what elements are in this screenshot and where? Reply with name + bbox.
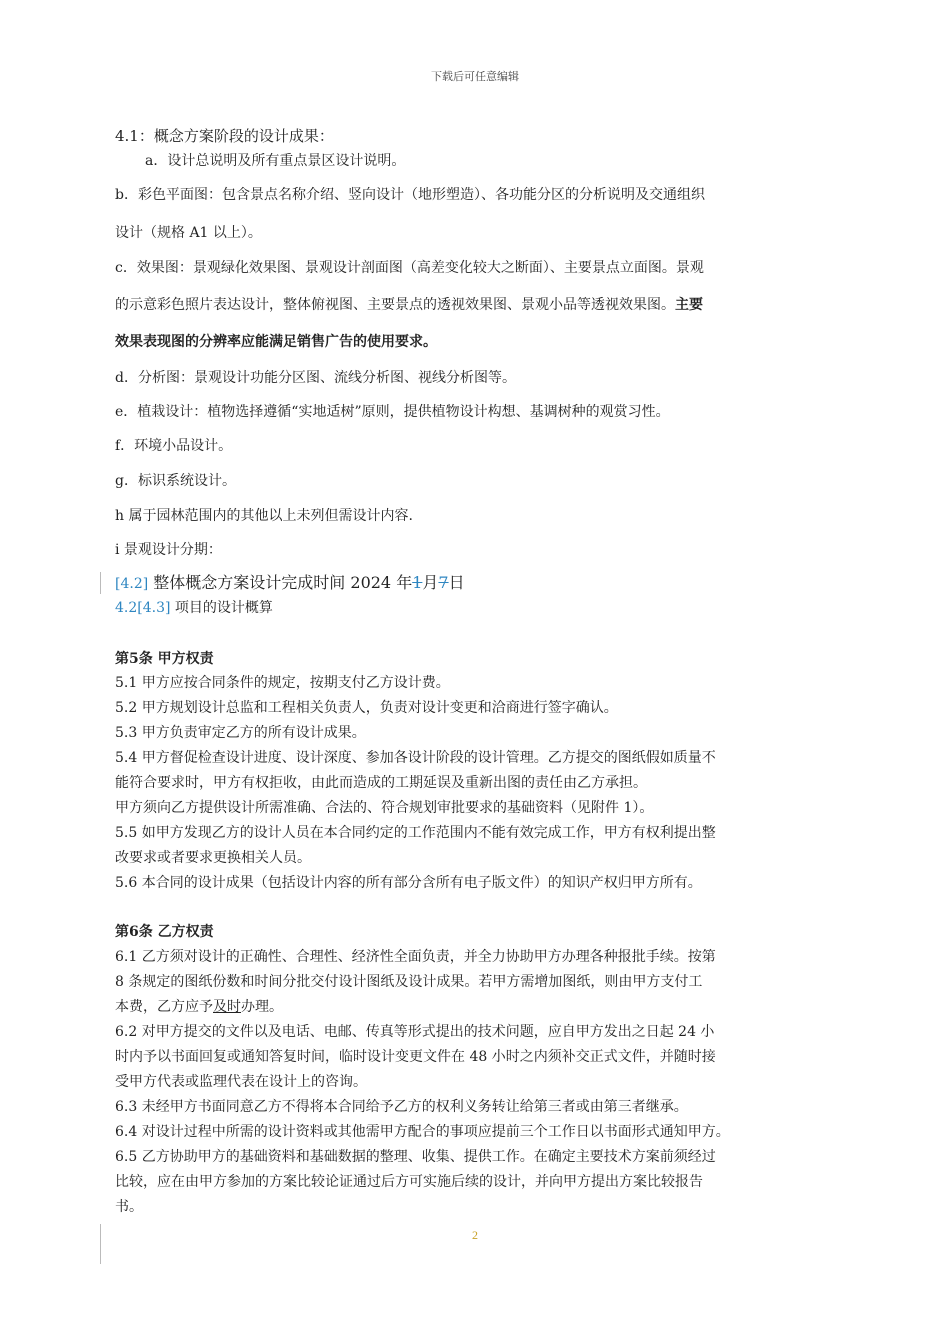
section-4-1-title: 4.1：概念方案阶段的设计成果： (115, 127, 334, 145)
revision-bar (100, 572, 101, 594)
completion-text-b: 月 (422, 573, 439, 592)
item-c-line3: 效果表现图的分辨率应能满足销售广告的使用要求。 (115, 334, 437, 350)
item-g: g．标识系统设计。 (115, 473, 236, 489)
article-6-line3a: 本费，乙方应予 (115, 999, 213, 1015)
article-5-title: 第5条 甲方权责 (115, 651, 214, 667)
article-6-line: 书。 (115, 1199, 143, 1215)
item-a: a．设计总说明及所有重点景区设计说明。 (145, 153, 406, 169)
article-6-line: 6.5 乙方协助甲方的基础资料和基础数据的整理、收集、提供工作。在确定主要技术方案前须经过 (115, 1149, 716, 1165)
article-5-line: 5.4 甲方督促检查设计进度、设计深度、参加各设计阶段的设计管理。乙方提交的图纸假如质量不 (115, 750, 716, 766)
section-4-3-number: 4.2 (115, 600, 138, 616)
item-c-line2-text: 的示意彩色照片表达设计，整体俯视图、主要景点的透视效果图、景观小品等透视效果图。 (115, 297, 675, 313)
section-4-2 (115, 574, 465, 593)
article-5-line: 甲方须向乙方提供设计所需准确、合法的、符合规划审批要求的基础资料（见附件 1）。 (115, 800, 654, 816)
item-f: f．环境小品设计。 (115, 438, 233, 454)
revision-tag-4-2: [4.2] (115, 576, 149, 592)
article-6-line: 6.2 对甲方提交的文件以及电话、电邮、传真等形式提出的技术问题，应自甲方发出之日起 24 小 (115, 1024, 715, 1040)
item-c-line2 (115, 296, 703, 314)
item-c-line2-bold: 主要 (675, 297, 703, 313)
completion-text-c: 日 (448, 573, 465, 592)
item-e: e．植栽设计：植物选择遵循“实地适树”原则，提供植物设计构想、基调树种的观赏习性。 (115, 404, 670, 420)
article-6-line: 8 条规定的图纸份数和时间分批交付设计图纸及设计成果。若甲方需增加图纸，则由甲方支付工 (115, 974, 703, 990)
article-6-line: 6.4 对设计过程中所需的设计资料或其他需甲方配合的事项应提前三个工作日以书面形式通知甲方。 (115, 1124, 730, 1140)
article-6-line3b: 办理。 (241, 999, 283, 1015)
article-5-line: 改要求或者要求更换相关人员。 (115, 850, 311, 866)
deleted-day: 7 (438, 573, 449, 592)
article-5-line: 5.3 甲方负责审定乙方的所有设计成果。 (115, 725, 366, 741)
article-5-line: 5.1 甲方应按合同条件的规定，按期支付乙方设计费。 (115, 675, 450, 691)
article-6-line: 6.1 乙方须对设计的正确性、合理性、经济性全面负责，并全力协助甲方办理各种报批手续。按第 (115, 949, 716, 965)
article-6-line (115, 998, 283, 1016)
article-6-line: 6.3 未经甲方书面同意乙方不得将本合同给予乙方的权利义务转让给第三者或由第三者继承。 (115, 1099, 688, 1115)
article-6-underlined: 及时 (213, 999, 241, 1015)
item-b-line2: 设计（规格 A1 以上）。 (115, 225, 262, 241)
section-4-3 (115, 599, 273, 617)
article-6-title: 第6条 乙方权责 (115, 924, 214, 940)
item-b-line1: b．彩色平面图：包含景点名称介绍、竖向设计（地形塑造）、各功能分区的分析说明及交通组织 (115, 187, 705, 203)
article-5-line: 5.6 本合同的设计成果（包括设计内容的所有部分含所有电子版文件）的知识产权归甲方所有。 (115, 875, 702, 891)
article-6-line: 受甲方代表或监理代表在设计上的咨询。 (115, 1074, 367, 1090)
item-c-line1: c．效果图：景观绿化效果图、景观设计剖面图（高差变化较大之断面）、主要景点立面图。景观 (115, 260, 704, 276)
item-d: d．分析图：景观设计功能分区图、流线分析图、视线分析图等。 (115, 370, 516, 386)
deleted-month: 1 (412, 573, 423, 592)
completion-text-a: 整体概念方案设计完成时间 2024 年 (153, 573, 413, 592)
section-4-3-text: 项目的设计概算 (174, 600, 273, 616)
page-number: 2 (472, 1228, 478, 1242)
item-i: i 景观设计分期： (115, 542, 222, 558)
article-5-line: 5.2 甲方规划设计总监和工程相关负责人，负责对设计变更和洽商进行签字确认。 (115, 700, 618, 716)
article-6-line: 时内予以书面回复或通知答复时间，临时设计变更文件在 48 小时之内须补交正式文件，并随时接 (115, 1049, 716, 1065)
article-6-line: 比较，应在由甲方参加的方案比较论证通过后方可实施后续的设计，并向甲方提出方案比较报告 (115, 1174, 703, 1190)
revision-tag-4-3: [4.3] (137, 600, 171, 616)
article-5-line: 5.5 如甲方发现乙方的设计人员在本合同约定的工作范围内不能有效完成工作，甲方有权利提出整 (115, 825, 716, 841)
item-h: h 属于园林范围内的其他以上未列但需设计内容. (115, 508, 413, 524)
article-5-line: 能符合要求时，甲方有权拒收，由此而造成的工期延误及重新出图的责任由乙方承担。 (115, 775, 647, 791)
page-header-note: 下载后可任意编辑 (431, 70, 519, 83)
